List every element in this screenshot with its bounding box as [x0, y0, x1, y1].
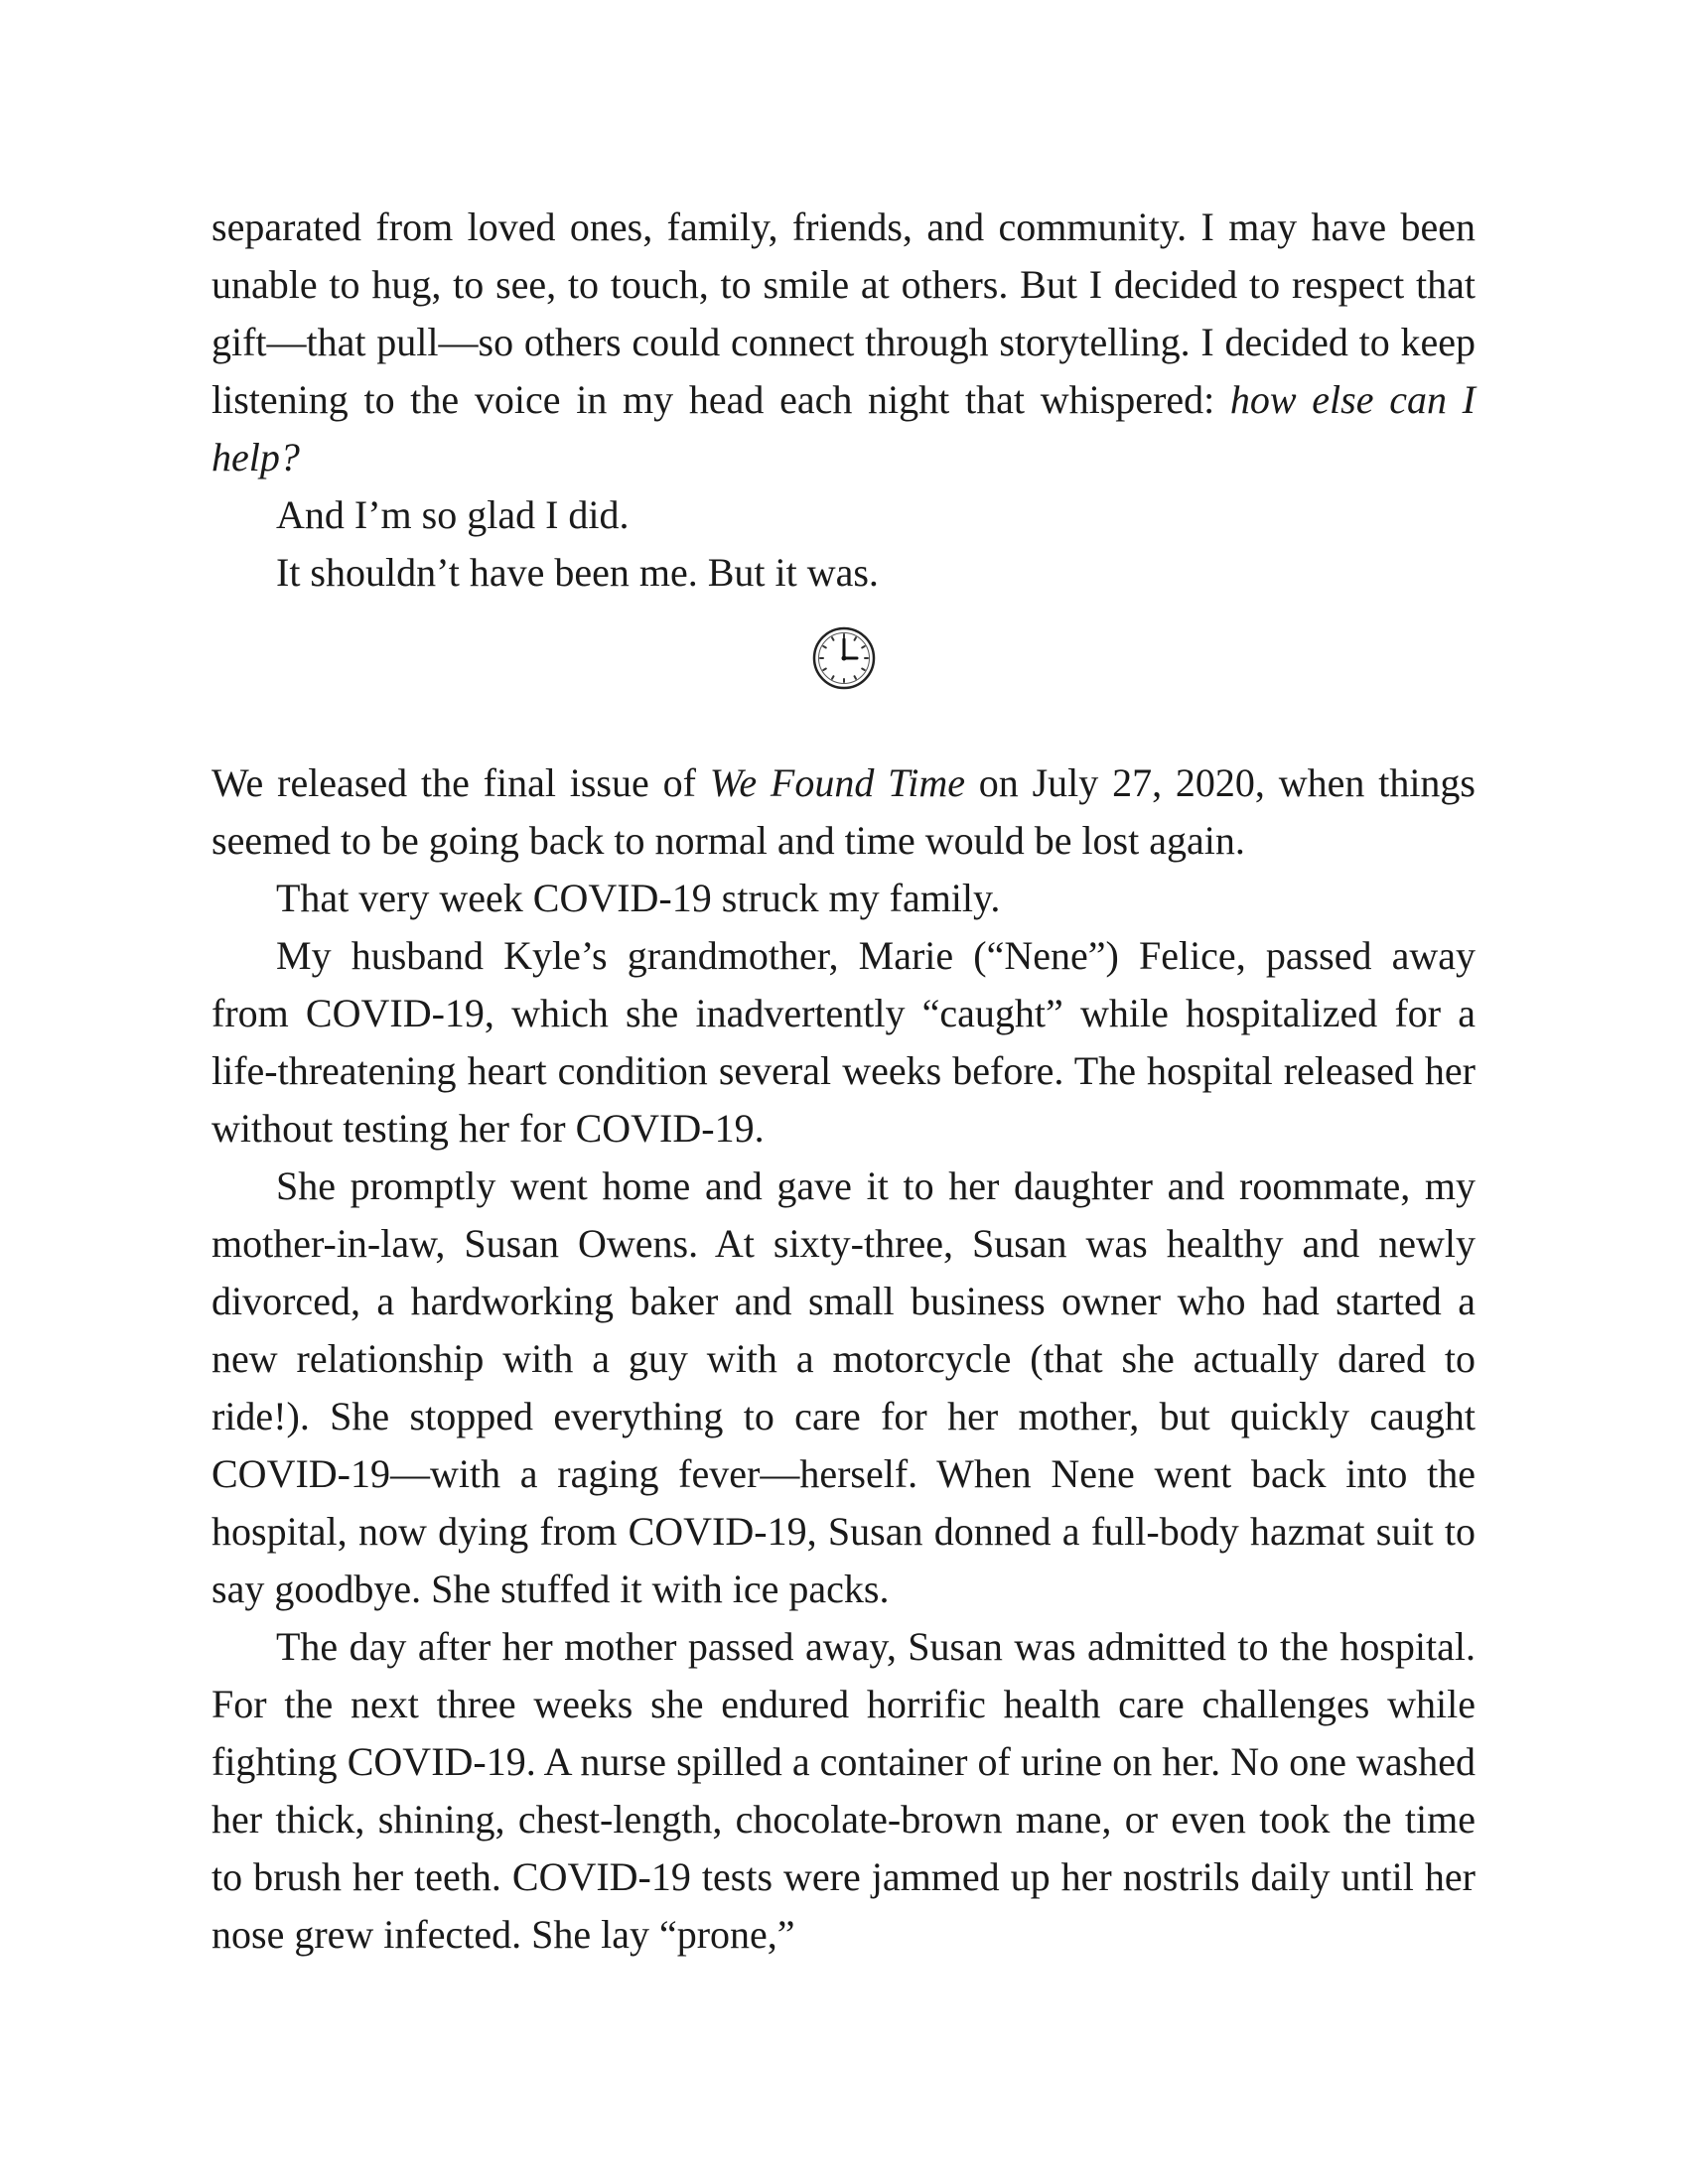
clock-tick [832, 637, 834, 640]
book-page [211, 199, 1476, 1964]
clock-tick [862, 669, 865, 671]
paragraph-susan: She promptly went home and gave it to her daughter and roommate, my mother-in-law, Susan Owens. At sixty-three, Susan was healthy and newly divorced, a hardworking baker and small business owner who had started a new relationship with a guy with a motorcycle (that she actually dared to ride!). She stopped everything to care for her mother, but quickly caught COVID-19—with a raging fever—herself. When Nene went back into the hospital, now dying from COVID-19, Susan donned a full-body hazmat suit to say goodbye. She stuffed it with ice packs. [211, 1163, 1476, 1611]
clock-icon [811, 625, 877, 691]
paragraph-text: separated from loved ones, family, friends, and community. I may have been unable to hug, to see, to touch, to smile at others. But I decided to respect that gift—that pull—so others could connect through storytelling. I decided to keep listening to the voice in my head each night that whispered: [211, 205, 1476, 422]
clock-tick [854, 637, 856, 640]
paragraph-grandmother: My husband Kyle’s grandmother, Marie (“Nene”) Felice, passed away from COVID-19, which she inadvertently “caught” while hospitalized for a life-threatening heart condition several weeks before. The hospital released her without testing her for COVID-19. [211, 933, 1476, 1151]
clock-tick [854, 676, 856, 679]
section-break [211, 602, 1476, 754]
clock-tick [832, 676, 834, 679]
paragraph-hospital: The day after her mother passed away, Susan was admitted to the hospital. For the next three weeks she endured horrific health care challenges while fighting COVID-19. A nurse spilled a container of urine on her. No one washed her thick, shining, chest-length, chocolate-brown mane, or even took the time to brush her teeth. COVID-19 tests were jammed up her nostrils daily until her nose grew infected. She lay “prone,” [211, 1624, 1476, 1957]
italic-phrase: how else can I help? [211, 377, 1476, 479]
paragraph-covid-struck: That very week COVID-19 struck my family. [276, 876, 1001, 920]
paragraph-text: We released the final issue of [211, 760, 710, 805]
paragraph-shouldnt: It shouldn’t have been me. But it was. [276, 550, 879, 595]
clock-tick [823, 646, 826, 648]
clock-tick [823, 669, 826, 671]
paragraph-text: on July 27, 2020, when things seemed to be going back to normal and time would be lost again. [211, 760, 1476, 863]
paragraph-continued [211, 199, 1476, 486]
clock-tick [862, 646, 865, 648]
publication-title: We Found Time [709, 760, 965, 805]
paragraph-glad: And I’m so glad I did. [276, 492, 630, 537]
paragraph-final-issue [211, 754, 1476, 870]
